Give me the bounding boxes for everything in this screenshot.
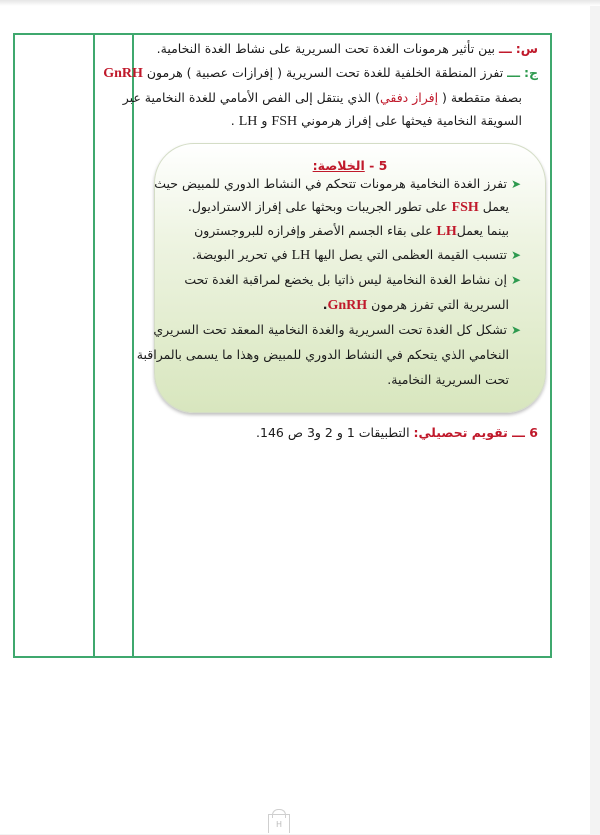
hormone-gnrh: GnRH (327, 298, 368, 313)
summary-text: تحت السريرية النخامية. (387, 372, 509, 387)
question-dash: ـــ (498, 41, 512, 56)
question-line (157, 41, 538, 56)
arrow-bullet-icon: ➤ (510, 273, 521, 287)
answer-text-2b: ) الذي ينتقل إلى الفص الأمامي للغدة النخامية عبر (122, 90, 380, 105)
summary-text: إن نشاط الغدة النخامية ليس ذاتيا بل يخضع لمراقبة الغدة تحت (184, 272, 507, 287)
answer-label: ج: (523, 65, 538, 80)
arrow-bullet-icon: ➤ (510, 323, 521, 337)
summary-item-4-line-1 (153, 322, 521, 337)
assessment-title: تقويم تحصيلي: (413, 425, 508, 440)
lesson-table (13, 33, 552, 658)
summary-title: الخلاصة: (312, 158, 365, 173)
summary-text: . (322, 297, 328, 312)
pulsatile-secretion-highlight: إفراز دفقي (379, 90, 439, 105)
summary-panel (136, 143, 546, 413)
top-shadow (0, 0, 600, 6)
column-divider-1 (93, 35, 95, 656)
answer-line-3 (231, 113, 522, 130)
hormone-fsh: FSH (451, 200, 479, 215)
answer-text-2a: بصفة متقطعة ( (438, 90, 522, 105)
summary-text: النخامي الذي يتحكم في النشاط الدوري للمبيض وهذا ما يسمى بالمراقبة (136, 347, 509, 362)
hormone-lh: LH (291, 248, 311, 263)
summary-text: تتسبب القيمة العظمى التي يصل اليها (310, 247, 507, 262)
summary-text: في تحرير البويضة. (191, 247, 292, 262)
arrow-bullet-icon: ➤ (510, 177, 521, 191)
summary-text: يعمل (478, 199, 509, 214)
answer-dash: ـــ (507, 65, 520, 80)
answer-end: . (230, 113, 239, 128)
assessment-line (256, 425, 538, 440)
summary-text: تفرز الغدة النخامية هرمونات تتحكم في النشاط الدوري للمبيض حيث (154, 176, 507, 191)
summary-text: تشكل كل الغدة تحت السريرية والغدة النخامية المعقد تحت السريري (153, 322, 507, 337)
question-label: س: (515, 41, 538, 56)
summary-text: بينما يعمل (456, 223, 509, 238)
summary-text: على بقاء الجسم الأصفر وإفرازه للبروجسترون (194, 223, 437, 238)
summary-text: السريرية التي تفرز هرمون (367, 297, 509, 312)
answer-line-1 (103, 65, 538, 82)
answer-text-3a: السويقة النخامية فيحثها على إفراز هرموني (297, 113, 522, 128)
answer-line-2 (123, 90, 522, 105)
answer-text-1: تفرز المنطقة الخلفية للغدة تحت السريرية ( إفرازات عصبية ) هرمون (142, 65, 504, 80)
lesson-content (103, 35, 550, 656)
summary-item-4-line-2 (137, 347, 509, 362)
hormone-lh: LH (436, 224, 457, 239)
summary-item-1-line-1 (154, 176, 521, 191)
page-number-emblem-icon: H (268, 814, 290, 833)
summary-number: 5 - (364, 158, 388, 173)
hormone-fsh: FSH (271, 114, 298, 129)
column-divider-2 (132, 35, 134, 656)
hormone-lh: LH (238, 114, 258, 129)
answer-and: و (257, 113, 272, 128)
summary-item-1-line-3 (194, 223, 509, 240)
arrow-bullet-icon: ➤ (510, 248, 521, 262)
summary-item-3-line-2 (323, 297, 509, 314)
summary-text: على تطور الجريبات وبحثها على إفراز الاستراديول. (187, 199, 452, 214)
hormone-gnrh: GnRH (103, 66, 143, 81)
summary-heading (155, 158, 545, 173)
summary-item-4-line-3 (387, 372, 509, 387)
summary-item-1-line-2 (188, 199, 509, 216)
assessment-number: 6 ـــ (507, 425, 538, 440)
assessment-text: التطبيقات 1 و 2 و3 ص 146. (256, 425, 414, 440)
summary-item-2 (192, 247, 521, 264)
question-text: بين تأثير هرمونات الغدة تحت السريرية على نشاط الغدة النخامية. (156, 41, 495, 56)
summary-item-3-line-1 (184, 272, 521, 287)
